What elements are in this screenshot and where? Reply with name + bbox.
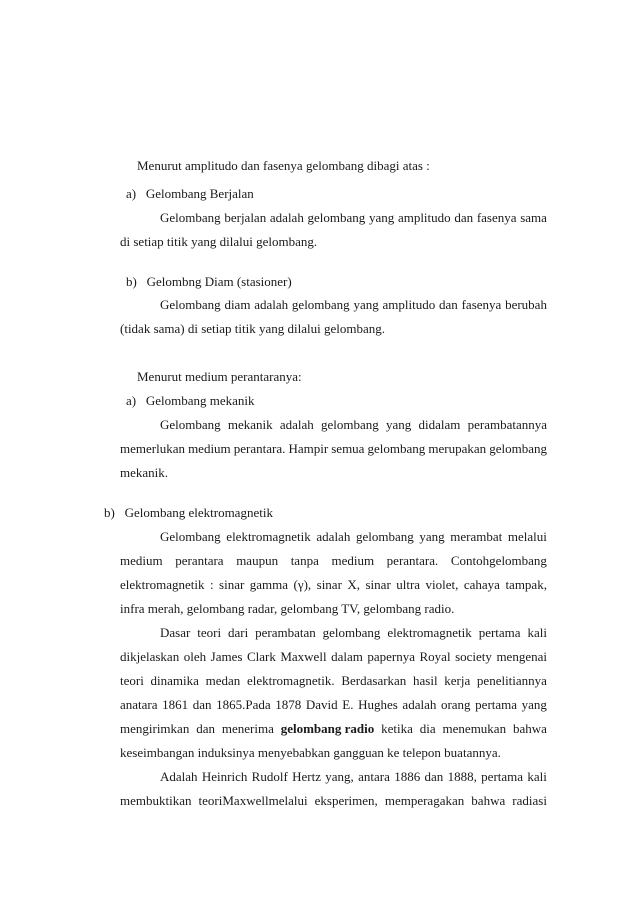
word: dari: [227, 625, 249, 640]
word: kali: [527, 769, 547, 784]
word: yang,: [325, 769, 354, 784]
bold-term-radio-wave: gelombang radio: [280, 721, 375, 736]
word: dan: [196, 721, 215, 736]
word: elektromagnetik: [120, 577, 205, 592]
word: 1865.Pada: [216, 697, 271, 712]
word: perambatannya: [467, 417, 547, 432]
word: fasenya: [476, 210, 517, 225]
word: 1861: [162, 697, 189, 712]
word: gelombang: [489, 441, 547, 456]
word: gelombang: [321, 417, 379, 432]
word: amplitudo: [397, 210, 451, 225]
word: pertama: [475, 697, 518, 712]
word: teori: [120, 673, 144, 688]
em-p2-line-5: [120, 721, 547, 737]
word: sinar: [316, 577, 342, 592]
word: sama: [520, 210, 547, 225]
word: yang: [521, 697, 547, 712]
word: dikjelaskan: [120, 649, 180, 664]
word: merambat: [450, 529, 503, 544]
word: adalah: [279, 417, 314, 432]
word: oleh: [183, 649, 207, 664]
word: melalui: [507, 529, 547, 544]
word: yang: [353, 297, 379, 312]
word: gelombang: [322, 625, 381, 640]
word: dia: [419, 721, 436, 736]
word: sinar: [365, 577, 391, 592]
word: penelitiannya: [476, 673, 547, 688]
word: Gelombang: [160, 417, 221, 432]
word: ketika: [381, 721, 413, 736]
word: ultra: [396, 577, 421, 592]
word: medan: [205, 673, 241, 688]
em-p1-line-1: [160, 529, 547, 545]
word: gelombang: [367, 441, 426, 456]
word: kali: [527, 625, 547, 640]
em-p2-line-2: [120, 649, 547, 665]
word: perantara.: [386, 553, 439, 568]
em-p3-line-1: [160, 769, 547, 785]
word: Adalah: [160, 769, 198, 784]
em-p1-line-2: [120, 553, 547, 569]
word: Gelombang: [160, 210, 221, 225]
word: :: [209, 577, 214, 592]
word: bahwa: [471, 793, 506, 808]
mechanical-line-2: [120, 441, 547, 457]
word: elektromagnetik.: [246, 673, 335, 688]
word: adalah: [254, 297, 289, 312]
word: Hughes: [358, 697, 398, 712]
word: medium: [331, 553, 375, 568]
word: didalam: [418, 417, 461, 432]
word: antara: [358, 769, 390, 784]
wave-electromagnetic-heading: b) Gelombang elektromagnetik: [104, 505, 273, 520]
word: Clark: [246, 649, 276, 664]
word: kerja: [444, 673, 471, 688]
word: memperagakan: [384, 793, 465, 808]
word: elektromagnetik: [226, 529, 311, 544]
word: mekanik: [227, 417, 273, 432]
word: perambatan: [255, 625, 316, 640]
traveling-line-1: [160, 210, 547, 226]
word: fasenya: [461, 297, 502, 312]
standing-line-1: [160, 297, 547, 313]
word: adalah: [402, 697, 437, 712]
word: orang: [440, 697, 471, 712]
word: gelombang: [307, 210, 366, 225]
word: David: [305, 697, 338, 712]
word: mengirimkan: [120, 721, 190, 736]
em-p2-line-6: keseimbangan induksinya menyebabkan gangguan ke telepon buatannya.: [120, 745, 501, 760]
word: dan: [424, 769, 444, 784]
word: hasil: [413, 673, 438, 688]
word: Dasar: [160, 625, 191, 640]
word: gelombang: [291, 297, 350, 312]
word: gelombang: [355, 529, 414, 544]
mechanical-line-1: [160, 417, 547, 433]
word: Gelombang: [160, 297, 221, 312]
word: (γ),: [293, 577, 312, 592]
em-p3-line-2: [120, 793, 547, 809]
word: memerlukan: [120, 441, 185, 456]
word: eksperimen,: [314, 793, 378, 808]
word: Heinrich: [201, 769, 248, 784]
word: yang: [368, 210, 395, 225]
word: yang: [385, 417, 412, 432]
wave-mechanical-heading: a) Gelombang mekanik: [126, 393, 255, 408]
word: E.: [342, 697, 354, 712]
wave-traveling-heading: a) Gelombang Berjalan: [126, 186, 254, 201]
word: gamma: [249, 577, 289, 592]
word: perantara.: [233, 441, 286, 456]
word: Maxwell: [280, 649, 327, 664]
word: Berdasarkan: [341, 673, 407, 688]
word: mengenai: [496, 649, 547, 664]
word: tanpa: [290, 553, 319, 568]
word: adalah: [316, 529, 351, 544]
word: elektromagnetik: [387, 625, 472, 640]
word: violet,: [425, 577, 459, 592]
word: Rudolf: [251, 769, 288, 784]
word: anatara: [120, 697, 158, 712]
word: dan: [192, 697, 212, 712]
em-p2-line-3: [120, 673, 547, 689]
medium-intro: Menurut medium perantaranya:: [137, 369, 302, 384]
word: amplitudo: [382, 297, 436, 312]
word: bahwa: [512, 721, 547, 736]
word: diam: [224, 297, 251, 312]
word: perantara: [175, 553, 224, 568]
traveling-line-2: di setiap titik yang dilalui gelombang.: [120, 234, 318, 249]
word: Royal: [419, 649, 451, 664]
word: dalam: [331, 649, 363, 664]
word: berjalan: [224, 210, 267, 225]
word: medium: [188, 441, 231, 456]
em-p2-line-4: [120, 697, 547, 713]
word: menemukan: [442, 721, 507, 736]
word: teori: [197, 625, 222, 640]
word: pertama: [481, 769, 524, 784]
em-p1-line-4: infra merah, gelombang radar, gelombang TV, gelombang radio.: [120, 601, 455, 616]
word: berubah: [505, 297, 547, 312]
word: maupun: [236, 553, 279, 568]
word: 1888,: [447, 769, 477, 784]
word: membuktikan: [120, 793, 192, 808]
word: teoriMaxwellmelalui: [198, 793, 308, 808]
word: Contohgelombang: [450, 553, 547, 568]
mechanical-line-3: mekanik.: [120, 465, 169, 480]
word: dinamika: [150, 673, 199, 688]
word: sinar: [219, 577, 245, 592]
word: 1878: [275, 697, 302, 712]
word: Hampir: [288, 441, 329, 456]
word: cahaya: [463, 577, 500, 592]
standing-line-2: (tidak sama) di setiap titik yang dilalui gelombang.: [120, 321, 385, 336]
amplitude-intro: Menurut amplitudo dan fasenya gelombang dibagi atas :: [137, 158, 430, 173]
word: pertama: [478, 625, 521, 640]
word: adalah: [269, 210, 304, 225]
word: dan: [454, 210, 474, 225]
word: tampak,: [505, 577, 547, 592]
em-p1-line-3: [120, 577, 547, 593]
word: semua: [331, 441, 365, 456]
word: Hertz: [292, 769, 321, 784]
word: dan: [439, 297, 458, 312]
word: papernya: [367, 649, 415, 664]
word: society: [455, 649, 492, 664]
word: Gelombang: [160, 529, 221, 544]
word: X,: [347, 577, 361, 592]
word: James: [210, 649, 243, 664]
word: merupakan: [428, 441, 487, 456]
word: medium: [120, 553, 163, 568]
word: menerima: [221, 721, 274, 736]
word: 1886: [394, 769, 421, 784]
word: yang: [419, 529, 445, 544]
em-p2-line-1: [160, 625, 547, 641]
word: radiasi: [512, 793, 547, 808]
wave-standing-heading: b) Gelombng Diam (stasioner): [126, 274, 292, 289]
